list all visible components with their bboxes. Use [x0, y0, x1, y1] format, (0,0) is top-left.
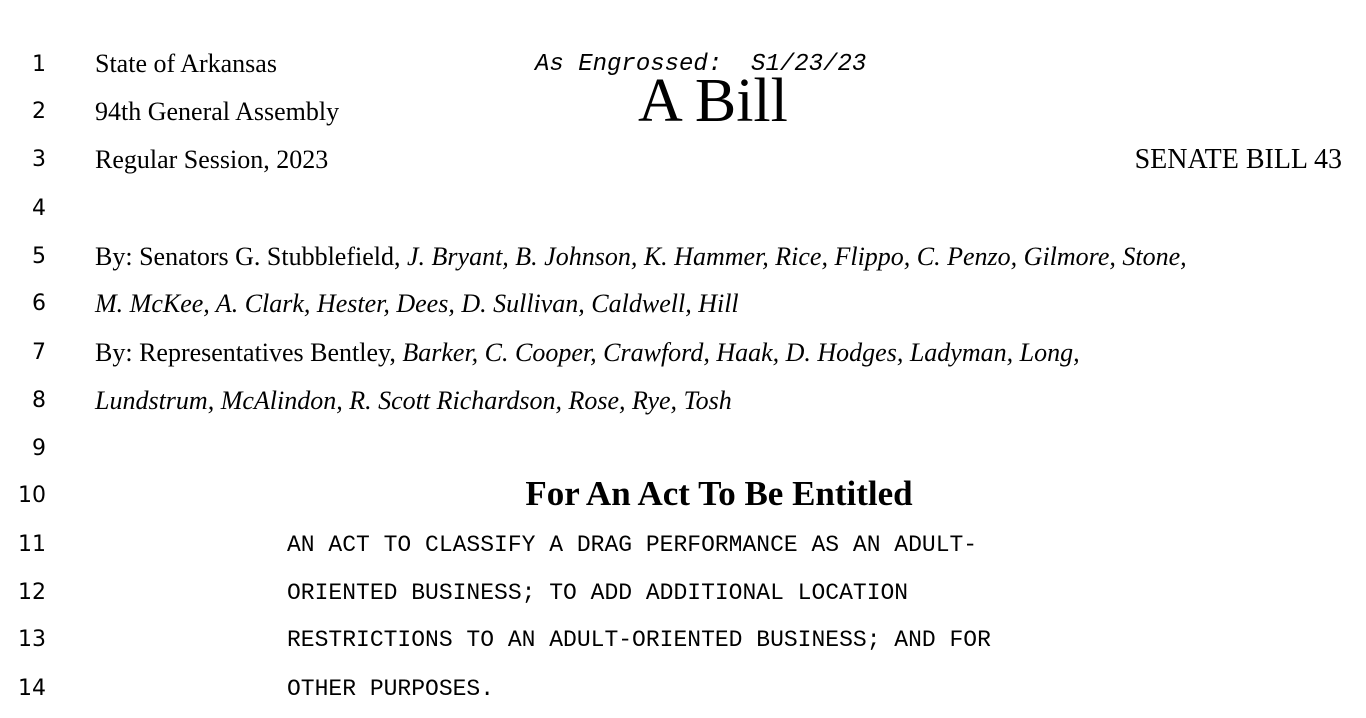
line-number: 8 [32, 388, 46, 413]
senate-cosponsors: J. Bryant, B. Johnson, K. Hammer, Rice, Flippo, C. Penzo, Gilmore, Stone, [406, 242, 1187, 271]
purpose-line: AN ACT TO CLASSIFY A DRAG PERFORMANCE AS AN ADULT- [287, 532, 978, 558]
purpose-line: OTHER PURPOSES. [287, 676, 495, 702]
bill-number: SENATE BILL 43 [1134, 144, 1342, 175]
house-cosponsors-continued: Lundstrum, McAlindon, R. Scott Richardson, Rose, Rye, Tosh [95, 386, 732, 415]
document-type: A Bill [638, 67, 788, 135]
line-number: 1 [32, 52, 46, 77]
state-name: State of Arkansas [95, 49, 277, 78]
purpose-line: ORIENTED BUSINESS; TO ADD ADDITIONAL LOCATION [287, 580, 909, 606]
line-number: 10 [18, 483, 46, 508]
line-number: 11 [18, 532, 46, 557]
senate-primary-sponsors: By: Senators G. Stubblefield, [95, 242, 407, 271]
senate-sponsors-line [95, 242, 1187, 272]
line-number: 6 [32, 291, 46, 316]
session: Regular Session, 2023 [95, 145, 329, 174]
line-number: 14 [18, 676, 46, 701]
purpose-line: RESTRICTIONS TO AN ADULT-ORIENTED BUSINESS; AND FOR [287, 627, 991, 653]
line-number: 2 [32, 99, 46, 124]
act-title: For An Act To Be Entitled [525, 474, 913, 513]
line-number: 7 [32, 340, 46, 365]
line-number: 5 [32, 244, 46, 269]
house-cosponsors: Barker, C. Cooper, Crawford, Haak, D. Hodges, Ladyman, Long, [402, 338, 1080, 367]
line-number: 4 [32, 196, 46, 221]
general-assembly: 94th General Assembly [95, 97, 340, 126]
line-number: 12 [18, 580, 46, 605]
line-number: 13 [18, 627, 46, 652]
house-sponsors-line [95, 338, 1080, 368]
line-number: 3 [32, 147, 46, 172]
house-primary-sponsors: By: Representatives Bentley, [95, 338, 403, 367]
line-number: 9 [32, 436, 46, 461]
senate-cosponsors-continued: M. McKee, A. Clark, Hester, Dees, D. Sullivan, Caldwell, Hill [95, 289, 739, 318]
engrossed-stamp: As Engrossed: S1/23/23 [535, 51, 867, 78]
